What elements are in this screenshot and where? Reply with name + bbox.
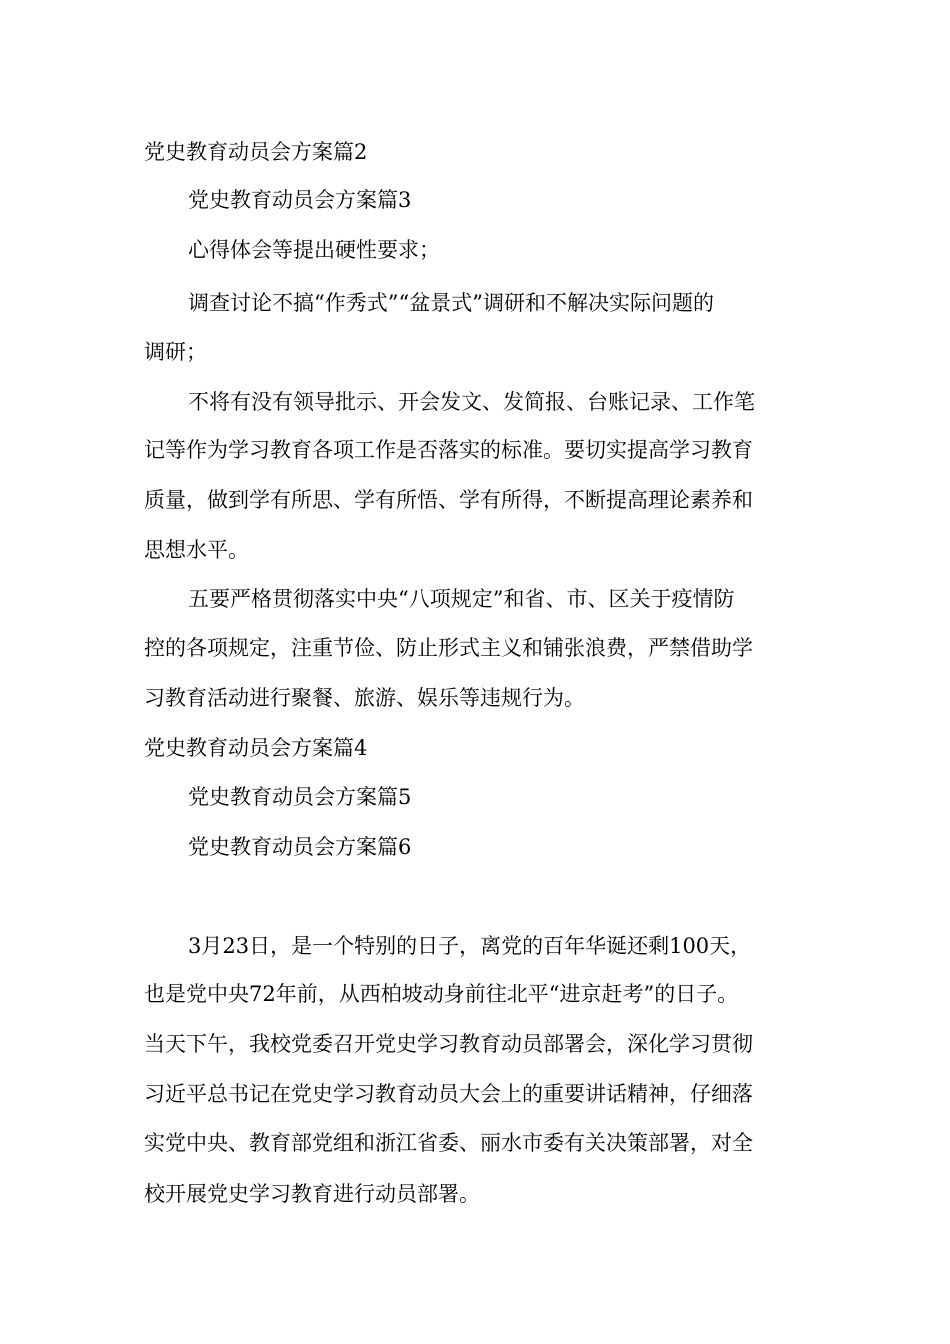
paragraph-line: 3月23日，是一个特别的日子，离党的百年华诞还剩100天，: [188, 934, 752, 958]
paragraph-line: 五要严格贯彻落实中央“八项规定”和省、市、区关于疫情防: [188, 587, 735, 611]
paragraph-line: 当天下午，我校党委召开党史学习教育动员部署会，深化学习贯彻: [144, 1032, 753, 1056]
paragraph-line: 也是党中央72年前，从西柏坡动身前往北平“进京赶考”的日子。: [144, 982, 739, 1006]
heading-plan-2: 党史教育动员会方案篇2: [144, 140, 368, 164]
paragraph-line: 心得体会等提出硬性要求；: [188, 238, 440, 262]
paragraph-line: 记等作为学习教育各项工作是否落实的标准。要切实提高学习教育: [144, 438, 753, 462]
paragraph-line: 校开展党史学习教育进行动员部署。: [144, 1182, 480, 1206]
paragraph-line: 控的各项规定，注重节俭、防止形式主义和铺张浪费，严禁借助学: [144, 636, 753, 660]
heading-plan-3: 党史教育动员会方案篇3: [188, 188, 412, 212]
paragraph-line: 调研；: [144, 340, 207, 364]
paragraph-line: 质量，做到学有所思、学有所悟、学有所得，不断提高理论素养和: [144, 488, 753, 512]
paragraph-line: 习教育活动进行聚餐、旅游、娱乐等违规行为。: [144, 686, 585, 710]
heading-plan-4: 党史教育动员会方案篇4: [144, 736, 368, 760]
heading-plan-6: 党史教育动员会方案篇6: [188, 835, 412, 859]
paragraph-line: 调查讨论不搞“作秀式”“盆景式”调研和不解决实际问题的: [188, 291, 714, 315]
heading-plan-5: 党史教育动员会方案篇5: [188, 785, 412, 809]
paragraph-line: 实党中央、教育部党组和浙江省委、丽水市委有关决策部署，对全: [144, 1131, 753, 1155]
paragraph-line: 不将有没有领导批示、开会发文、发简报、台账记录、工作笔: [188, 390, 755, 414]
paragraph-line: 思想水平。: [144, 538, 249, 562]
paragraph-line: 习近平总书记在党史学习教育动员大会上的重要讲话精神，仔细落: [144, 1082, 753, 1106]
